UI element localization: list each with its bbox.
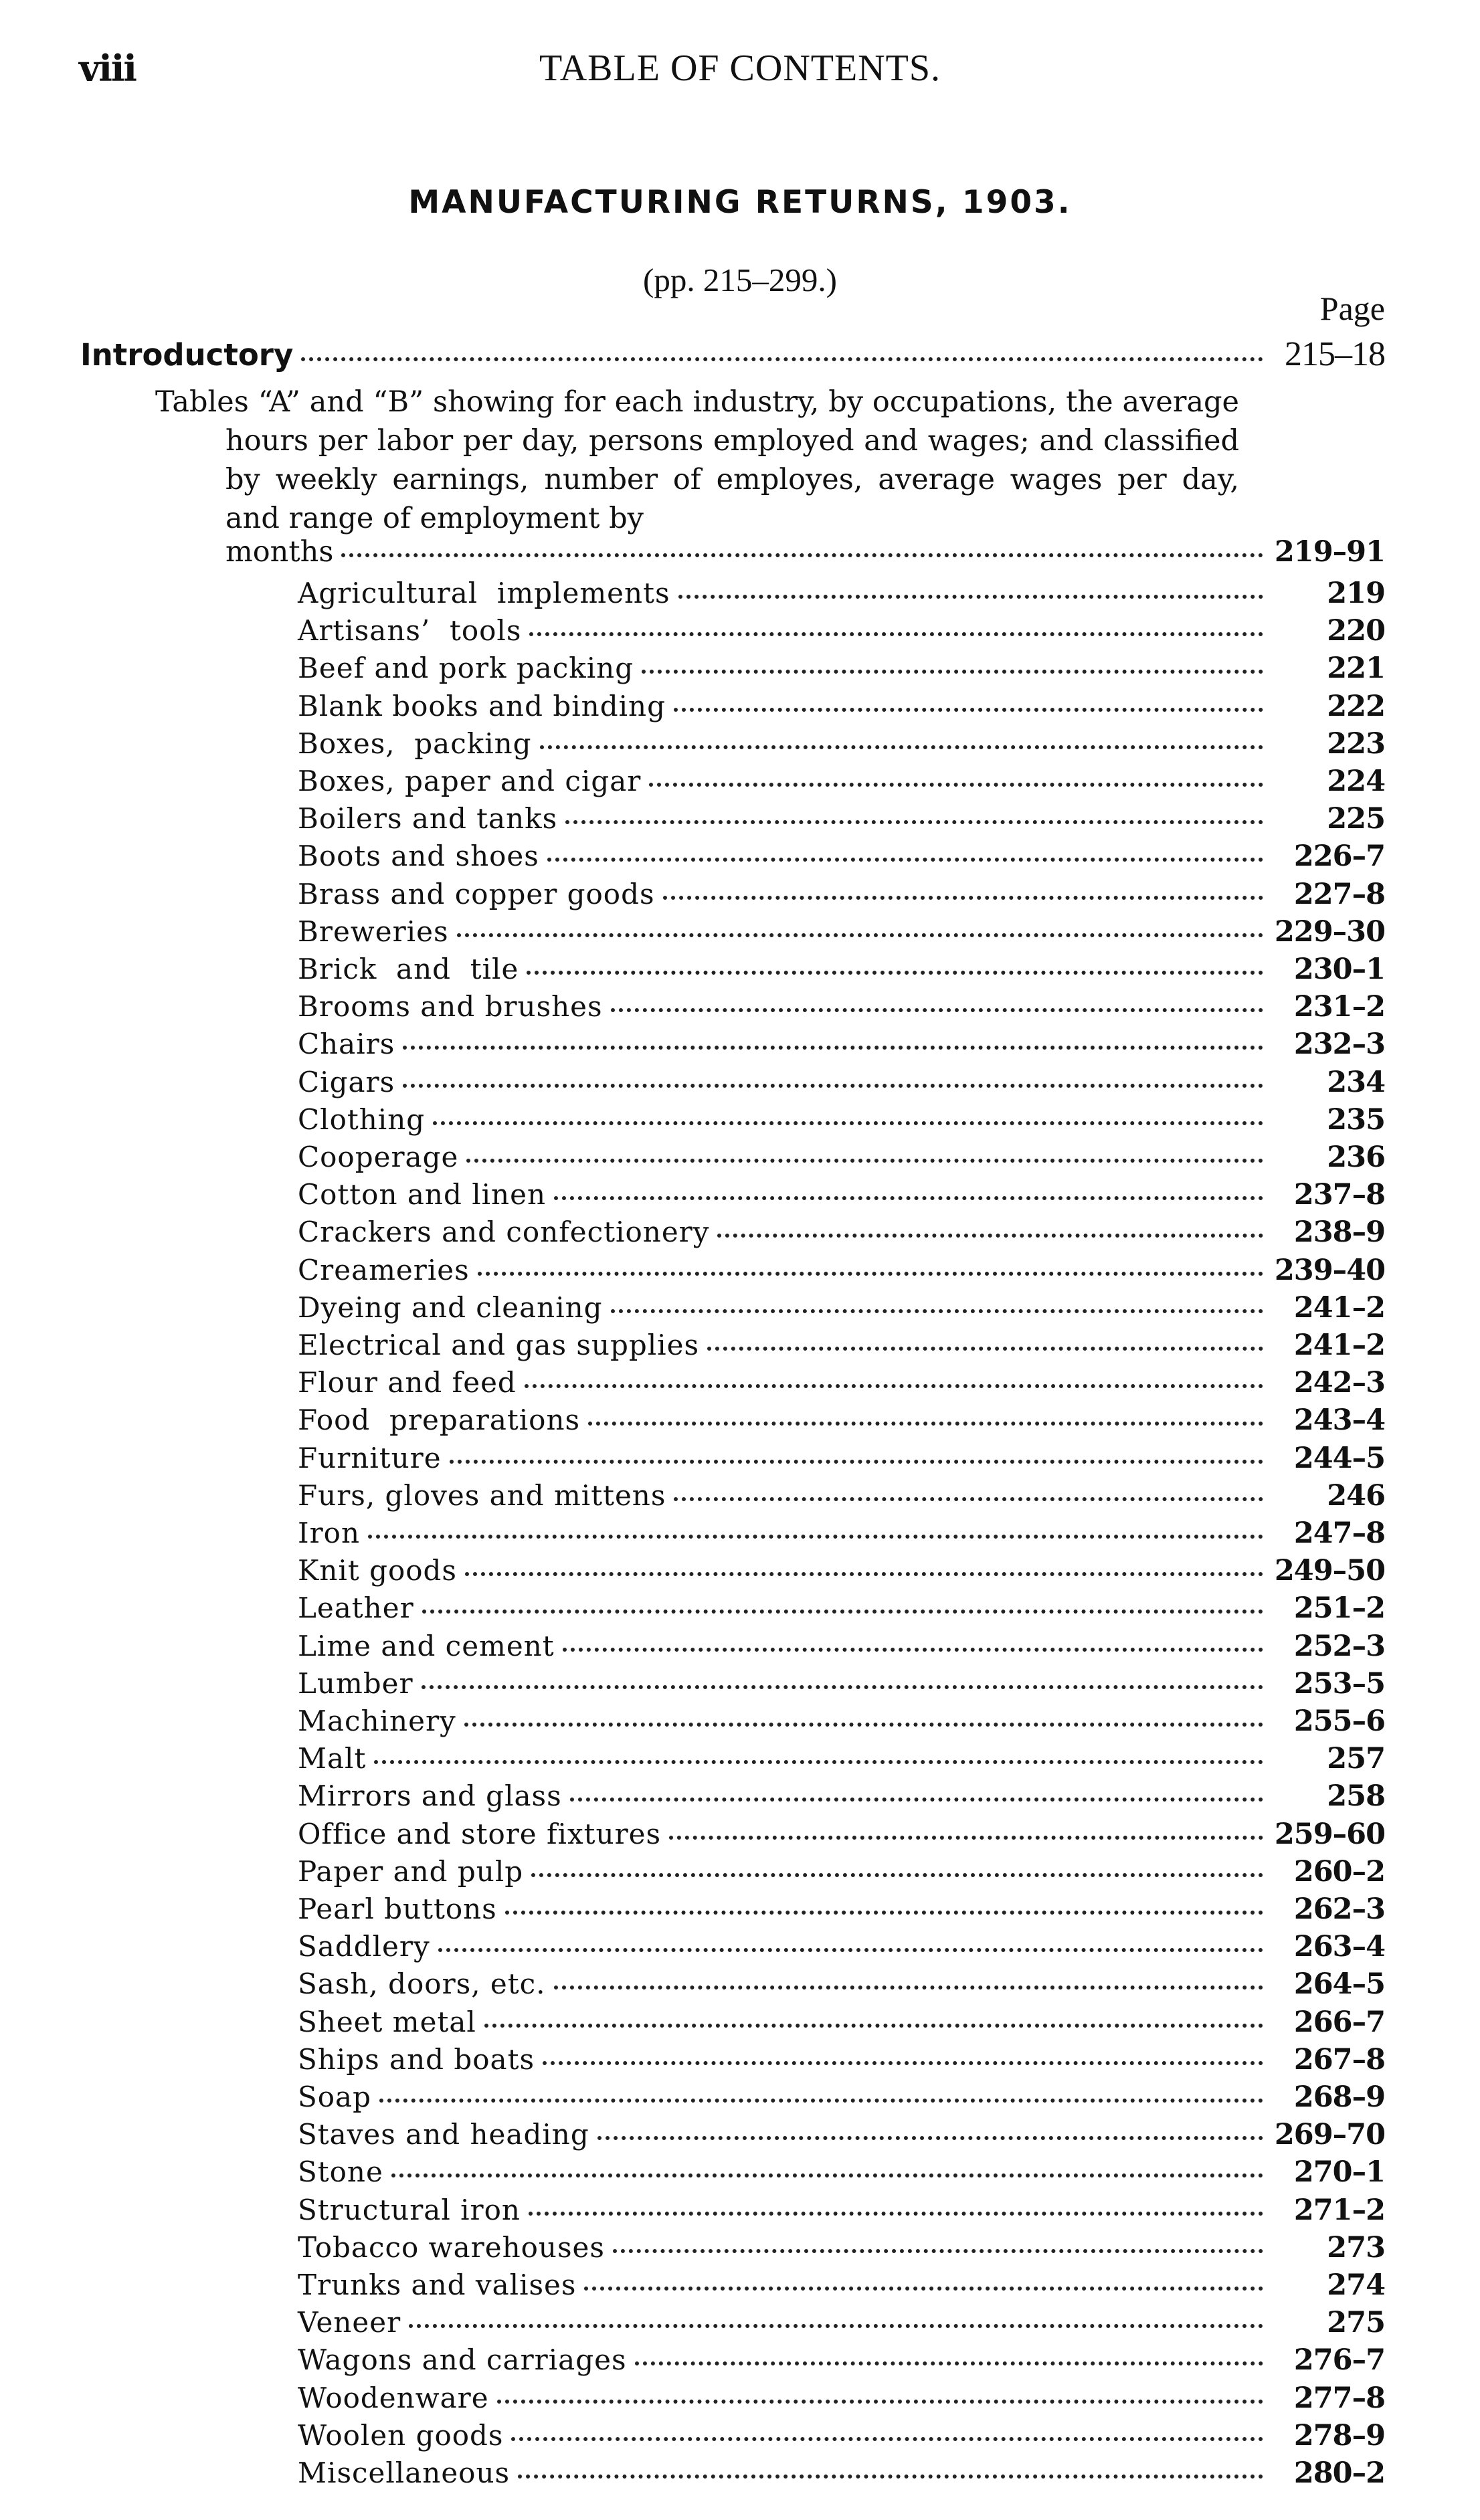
dot-leader <box>613 2248 1263 2253</box>
dot-leader <box>497 2399 1263 2404</box>
dot-leader <box>570 1797 1263 1802</box>
toc-entry-page: 229–30 <box>1274 915 1385 949</box>
dot-leader <box>368 1534 1263 1539</box>
dot-leader <box>403 1045 1263 1050</box>
dot-leader <box>379 2098 1263 2103</box>
toc-entry[interactable] <box>298 2155 1385 2196</box>
toc-entry-page: 267–8 <box>1293 2043 1385 2076</box>
toc-entry[interactable] <box>298 2194 1385 2234</box>
toc-entry-label: Knit goods <box>298 1554 457 1587</box>
toc-entry-label: Office and store fixtures <box>298 1818 662 1850</box>
toc-entry-page: 263–4 <box>1293 1930 1385 1963</box>
toc-entry[interactable] <box>298 878 1385 918</box>
toc-entry-page: 221 <box>1327 652 1385 685</box>
toc-entry-label: Furs, gloves and mittens <box>298 1479 666 1512</box>
toc-entry-page: 264–5 <box>1293 1967 1385 2001</box>
dot-leader <box>465 1571 1263 1576</box>
toc-entry[interactable] <box>298 577 1385 617</box>
toc-entry-label: Machinery <box>298 1705 456 1737</box>
toc-entry-page: 241–2 <box>1293 1291 1385 1325</box>
toc-entry-label: Sheet metal <box>298 2006 476 2038</box>
toc-entry-label: Tobacco warehouses <box>298 2231 605 2264</box>
toc-entry-label: Saddlery <box>298 1930 430 1963</box>
toc-entry[interactable] <box>298 2382 1385 2422</box>
toc-entry[interactable] <box>298 990 1385 1030</box>
toc-entry-page: 235 <box>1327 1103 1385 1137</box>
dot-leader <box>678 594 1263 599</box>
dot-leader <box>635 2361 1264 2365</box>
toc-entry-page: 276–7 <box>1293 2343 1385 2377</box>
toc-entry-page: 224 <box>1327 765 1385 798</box>
toc-entry[interactable] <box>298 1667 1385 1707</box>
toc-entry-label: Sash, doors, etc. <box>298 1967 546 2000</box>
toc-entry-label: months <box>225 535 334 569</box>
toc-entry-page: 280–2 <box>1293 2456 1385 2490</box>
toc-entry-page: 252–3 <box>1293 1630 1385 1663</box>
toc-entry-page: 226–7 <box>1293 840 1385 873</box>
toc-entry[interactable] <box>298 1818 1385 1858</box>
toc-entry-page: 278–9 <box>1293 2419 1385 2452</box>
toc-entry-page: 257 <box>1327 1742 1385 1775</box>
toc-entry[interactable] <box>298 2343 1385 2384</box>
toc-entry-label: Woodenware <box>298 2382 489 2414</box>
toc-entry-page: 232–3 <box>1293 1028 1385 1061</box>
dot-leader <box>554 1195 1263 1200</box>
toc-entry-label: Brick and tile <box>298 953 519 985</box>
toc-entry-page: 258 <box>1327 1779 1385 1813</box>
toc-entry[interactable] <box>298 1403 1385 1444</box>
dot-leader <box>422 1609 1263 1614</box>
section-title: MANUFACTURING RETURNS, 1903. <box>408 184 1072 221</box>
toc-entry-label: Lumber <box>298 1667 413 1700</box>
toc-entry[interactable] <box>298 2006 1385 2046</box>
toc-entry-label: Introductory <box>80 337 294 373</box>
toc-entry-label: Cigars <box>298 1066 395 1098</box>
page-header <box>0 41 1480 95</box>
dot-leader <box>642 669 1263 674</box>
dot-leader <box>438 1947 1263 1952</box>
toc-entry-label: Pearl buttons <box>298 1893 497 1925</box>
dot-leader <box>540 745 1263 749</box>
toc-entry-label: Cooperage <box>298 1141 459 1173</box>
dot-leader <box>588 1421 1263 1426</box>
toc-entry-page: 275 <box>1327 2306 1385 2339</box>
toc-entry-page: 269–70 <box>1274 2118 1385 2151</box>
dot-leader <box>527 970 1263 975</box>
toc-entry-label: Brass and copper goods <box>298 878 655 910</box>
toc-entry-page: 236 <box>1327 1141 1385 1174</box>
dot-leader <box>547 857 1263 862</box>
toc-entry-label: Food preparations <box>298 1403 581 1436</box>
toc-entry-label: Creameries <box>298 1254 470 1286</box>
dot-leader <box>478 1271 1263 1276</box>
toc-entry-label: Lime and cement <box>298 1630 555 1662</box>
toc-entry[interactable] <box>298 2231 1385 2271</box>
dot-leader <box>529 632 1263 636</box>
toc-entry-page: 230–1 <box>1293 953 1385 986</box>
dot-leader <box>525 1383 1263 1388</box>
running-title: TABLE OF CONTENTS. <box>539 47 941 89</box>
toc-entry[interactable] <box>298 2419 1385 2459</box>
dot-leader <box>584 2286 1263 2291</box>
toc-entry-page: 219 <box>1327 577 1385 610</box>
dot-leader <box>669 1835 1263 1840</box>
toc-entry-label: Woolen goods <box>298 2419 504 2452</box>
dot-leader <box>563 1647 1263 1652</box>
dot-leader <box>341 553 1263 557</box>
dot-leader <box>391 2173 1263 2177</box>
toc-entry-label: Stone <box>298 2155 383 2188</box>
toc-entry-label: Crackers and confectionery <box>298 1216 710 1248</box>
toc-entry-page: 262–3 <box>1293 1893 1385 1926</box>
toc-entry[interactable] <box>298 2456 1385 2497</box>
toc-entry-page: 238–9 <box>1293 1216 1385 1249</box>
dot-leader <box>565 819 1263 824</box>
toc-entry-page: 225 <box>1327 802 1385 836</box>
toc-entry-page: 242–3 <box>1293 1366 1385 1399</box>
dot-leader <box>464 1722 1263 1727</box>
toc-entry-page: 231–2 <box>1293 990 1385 1024</box>
toc-entry[interactable] <box>298 765 1385 805</box>
toc-entry-page: 243–4 <box>1293 1403 1385 1437</box>
toc-entry-page: 241–2 <box>1293 1329 1385 1362</box>
toc-entry[interactable] <box>298 1066 1385 1106</box>
dot-leader <box>707 1346 1263 1351</box>
dot-leader <box>543 2060 1263 2065</box>
toc-entry-label: Clothing <box>298 1103 426 1136</box>
toc-entry-page: 219–91 <box>1274 535 1385 569</box>
toc-entry-label: Mirrors and glass <box>298 1779 562 1812</box>
toc-entry-label: Electrical and gas supplies <box>298 1329 700 1361</box>
toc-entry-label: Paper and pulp <box>298 1855 524 1888</box>
toc-entry-label: Breweries <box>298 915 449 948</box>
toc-entry-tables[interactable] <box>225 535 1385 575</box>
toc-entry-page: 220 <box>1327 614 1385 648</box>
toc-entry[interactable] <box>298 1178 1385 1218</box>
toc-entry-label: Leather <box>298 1591 414 1624</box>
dot-leader <box>674 707 1263 712</box>
toc-entry[interactable] <box>298 1554 1385 1594</box>
toc-entry-page: 268–9 <box>1293 2080 1385 2114</box>
toc-entry-page: 222 <box>1327 690 1385 723</box>
toc-entry-label: Chairs <box>298 1028 395 1060</box>
toc-entry[interactable] <box>298 1742 1385 1782</box>
toc-entry[interactable] <box>298 1930 1385 1970</box>
toc-entry-label: Boxes, packing <box>298 727 532 760</box>
dot-leader <box>529 2211 1263 2216</box>
tables-description-text: Tables “A” and “B” showing for each industry, by occupations, the average hours per labor per day, persons employed and wages; and classified by weekly earnings, number of employes, average wages per day, and range of employment by <box>155 385 1239 535</box>
dot-leader <box>531 1872 1263 1877</box>
toc-entry[interactable] <box>298 802 1385 842</box>
dot-leader <box>611 1007 1263 1012</box>
toc-entry[interactable] <box>298 2043 1385 2083</box>
toc-entry-page: 247–8 <box>1293 1517 1385 1550</box>
dot-leader <box>301 357 1263 361</box>
toc-entry[interactable] <box>298 915 1385 955</box>
toc-entry-label: Veneer <box>298 2306 401 2339</box>
toc-entry[interactable] <box>298 2118 1385 2158</box>
toc-entry[interactable] <box>298 840 1385 880</box>
toc-entry-page: 251–2 <box>1293 1591 1385 1625</box>
page-column-header: Page <box>1319 290 1385 327</box>
toc-entry[interactable] <box>298 690 1385 730</box>
tables-description <box>155 383 1239 538</box>
toc-entry-page: 249–50 <box>1274 1554 1385 1587</box>
toc-entry[interactable] <box>298 727 1385 767</box>
toc-entry-page: 237–8 <box>1293 1178 1385 1211</box>
dot-leader <box>611 1309 1263 1313</box>
toc-entry-page: 246 <box>1327 1479 1385 1513</box>
toc-entry-label: Brooms and brushes <box>298 990 603 1023</box>
dot-leader <box>663 895 1263 900</box>
dot-leader <box>717 1233 1263 1238</box>
toc-entry-label: Artisans’ tools <box>298 614 522 647</box>
toc-entry-page: 274 <box>1327 2268 1385 2302</box>
dot-leader <box>450 1459 1263 1464</box>
toc-entry[interactable] <box>298 1366 1385 1406</box>
toc-entry[interactable] <box>298 1517 1385 1557</box>
toc-entry-page: 270–1 <box>1293 2155 1385 2189</box>
toc-entry[interactable] <box>298 1630 1385 1670</box>
toc-entry-label: Boxes, paper and cigar <box>298 765 642 797</box>
toc-entry-page: 244–5 <box>1293 1442 1385 1475</box>
toc-entry-label: Ships and boats <box>298 2043 535 2076</box>
dot-leader <box>466 1158 1263 1163</box>
section-page-range: (pp. 215–299.) <box>643 262 837 298</box>
toc-entry-label: Staves and heading <box>298 2118 589 2151</box>
toc-entry-page: 273 <box>1327 2231 1385 2264</box>
toc-entry-label: Furniture <box>298 1442 442 1474</box>
dot-leader <box>674 1496 1263 1501</box>
toc-entry[interactable] <box>298 953 1385 993</box>
toc-entry[interactable] <box>298 1103 1385 1143</box>
toc-entry-label: Soap <box>298 2080 371 2113</box>
toc-entry-page: 255–6 <box>1293 1705 1385 1738</box>
toc-entry[interactable] <box>298 1291 1385 1331</box>
toc-entry-introductory[interactable] <box>80 334 1385 375</box>
toc-entry-label: Cotton and linen <box>298 1178 547 1211</box>
toc-entry-page: 223 <box>1327 727 1385 761</box>
dot-leader <box>403 1083 1263 1088</box>
toc-entry-label: Miscellaneous <box>298 2456 511 2489</box>
dot-leader <box>597 2135 1263 2140</box>
toc-entry-page: 271–2 <box>1293 2194 1385 2227</box>
page-number: viii <box>79 47 136 90</box>
toc-entry-label: Wagons and carriages <box>298 2343 627 2376</box>
toc-entry[interactable] <box>298 2080 1385 2121</box>
toc-entry-page: 215–18 <box>1285 335 1385 373</box>
toc-entry[interactable] <box>298 614 1385 654</box>
toc-entry-label: Boots and shoes <box>298 840 539 872</box>
dot-leader <box>649 782 1263 787</box>
dot-leader <box>457 933 1263 937</box>
dot-leader <box>374 1759 1263 1764</box>
toc-entry-page: 266–7 <box>1293 2006 1385 2039</box>
toc-entry[interactable] <box>298 1705 1385 1745</box>
toc-entry-label: Blank books and binding <box>298 690 666 722</box>
toc-entry-page: 260–2 <box>1293 1855 1385 1888</box>
toc-entry[interactable] <box>298 1216 1385 1256</box>
toc-entry[interactable] <box>298 1329 1385 1369</box>
dot-leader <box>484 2023 1263 2028</box>
toc-entry[interactable] <box>298 2306 1385 2346</box>
dot-leader <box>433 1121 1263 1125</box>
toc-entry-label: Agricultural implements <box>298 577 670 609</box>
toc-entry-page: 259–60 <box>1274 1818 1385 1851</box>
toc-entry[interactable] <box>298 1141 1385 1181</box>
toc-entry-page: 234 <box>1327 1066 1385 1099</box>
dot-leader <box>505 1910 1263 1915</box>
toc-entry[interactable] <box>298 1254 1385 1294</box>
toc-entry[interactable] <box>298 1779 1385 1820</box>
toc-entry-page: 253–5 <box>1293 1667 1385 1701</box>
toc-entry-label: Trunks and valises <box>298 2268 577 2301</box>
toc-entry[interactable] <box>298 1893 1385 1933</box>
toc-entry-label: Dyeing and cleaning <box>298 1291 603 1324</box>
toc-entry[interactable] <box>298 1028 1385 1068</box>
toc-entry[interactable] <box>298 1855 1385 1895</box>
toc-entry-page: 227–8 <box>1293 878 1385 911</box>
dot-leader <box>554 1985 1263 1990</box>
toc-entry[interactable] <box>298 652 1385 692</box>
toc-entry-label: Flour and feed <box>298 1366 517 1399</box>
dot-leader <box>422 1684 1263 1689</box>
toc-entry-label: Boilers and tanks <box>298 802 558 835</box>
toc-entry-label: Iron <box>298 1517 361 1549</box>
dot-leader <box>409 2323 1263 2328</box>
toc-entry[interactable] <box>298 1591 1385 1632</box>
toc-entry-page: 239–40 <box>1274 1254 1385 1287</box>
toc-entry[interactable] <box>298 1479 1385 1519</box>
toc-entry-label: Structural iron <box>298 2194 521 2226</box>
dot-leader <box>518 2474 1263 2479</box>
dot-leader <box>511 2436 1263 2441</box>
toc-entry-label: Malt <box>298 1742 367 1775</box>
toc-entry-page: 277–8 <box>1293 2382 1385 2415</box>
toc-entry[interactable] <box>298 2268 1385 2309</box>
toc-entry[interactable] <box>298 1967 1385 2008</box>
toc-entry[interactable] <box>298 1442 1385 1482</box>
toc-entry-label: Beef and pork packing <box>298 652 634 684</box>
